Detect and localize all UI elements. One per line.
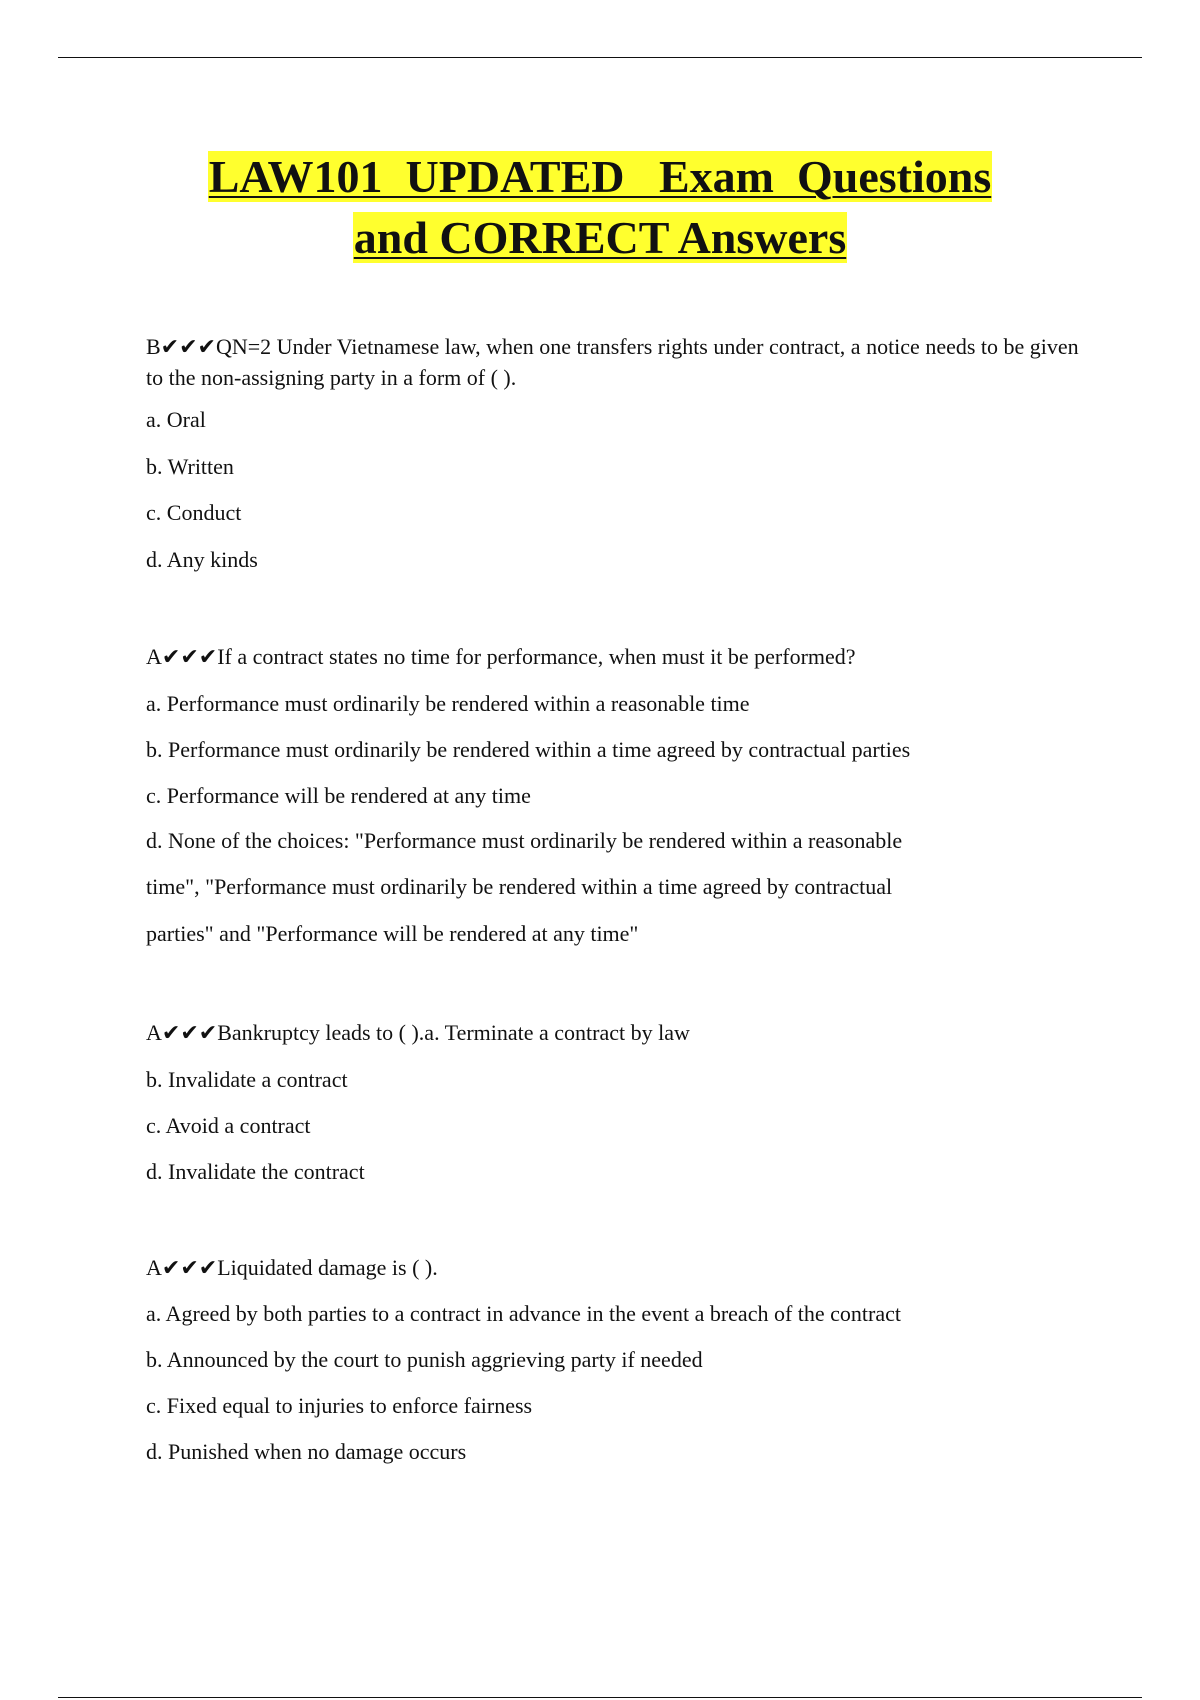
question-3-option-b: b. Invalidate a contract	[146, 1066, 348, 1092]
question-3-option-c: c. Avoid a contract	[146, 1112, 311, 1138]
question-1-option-b: b. Written	[146, 453, 234, 479]
question-4	[146, 1254, 1086, 1484]
question-1-stem: B✔✔✔QN=2 Under Vietnamese law, when one transfers rights under contract, a notice needs to be given to the non-assigning party in a form of ( ).	[146, 334, 1079, 390]
question-3-stem: A✔✔✔Bankruptcy leads to ( ).a. Terminate a contract by law	[146, 1020, 690, 1045]
question-1	[146, 331, 1086, 592]
top-rule	[58, 57, 1142, 58]
question-2-option-a: a. Performance must ordinarily be rendered within a reasonable time	[146, 690, 750, 716]
question-1-option-d: d. Any kinds	[146, 546, 258, 572]
bottom-rule	[58, 1697, 1142, 1698]
question-4-option-a: a. Agreed by both parties to a contract in advance in the event a breach of the contract	[146, 1300, 902, 1326]
question-3	[146, 1019, 1086, 1204]
document-title	[0, 146, 1200, 268]
question-4-option-c: c. Fixed equal to injuries to enforce fairness	[146, 1393, 533, 1418]
question-4-option-d: d. Punished when no damage occurs	[146, 1439, 467, 1464]
question-2-option-d: d. None of the choices: "Performance must ordinarily be rendered within a reasonable time", "Performance must ordinarily be rendered within a time agreed by contractual parties" and "Performance will be rendered at any time"	[146, 827, 903, 946]
question-2-stem: A✔✔✔If a contract states no time for performance, when must it be performed?	[146, 644, 856, 669]
question-3-option-d: d. Invalidate the contract	[146, 1158, 365, 1184]
question-1-option-c: c. Conduct	[146, 500, 242, 525]
question-2-option-c: c. Performance will be rendered at any time	[146, 782, 531, 808]
question-1-option-a: a. Oral	[146, 407, 206, 432]
title-line-2: and CORRECT Answers	[353, 212, 847, 263]
title-line-1: LAW101 UPDATED Exam Questions	[208, 151, 992, 202]
question-2-option-b: b. Performance must ordinarily be rendered within a time agreed by contractual parties	[146, 736, 911, 762]
question-4-option-b: b. Announced by the court to punish aggrieving party if needed	[146, 1347, 703, 1372]
question-4-stem: A✔✔✔Liquidated damage is ( ).	[146, 1255, 438, 1280]
question-2	[146, 643, 1086, 957]
